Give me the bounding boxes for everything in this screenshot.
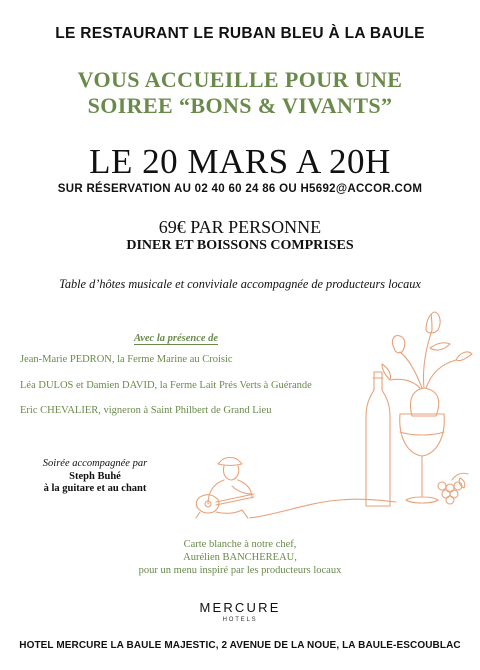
welcome-line-1: VOUS ACCUEILLE POUR UNE xyxy=(77,67,403,92)
welcome-heading xyxy=(0,67,480,119)
producers-heading: Avec la présence de xyxy=(134,333,219,344)
music-intro: Soirée accompagnée par xyxy=(42,458,148,469)
chef-name: Aurélien BANCHEREAU, xyxy=(183,552,297,563)
mercure-logo-sub: HOTELS xyxy=(222,617,258,623)
musician-name: Steph Buhé xyxy=(69,470,121,482)
guitar-player-icon xyxy=(190,452,400,522)
price-details: DINER ET BOISSONS COMPRISES xyxy=(126,238,354,253)
event-date: LE 20 MARS A 20H xyxy=(89,142,391,181)
chef-line-1: Carte blanche à notre chef, xyxy=(183,539,297,550)
musician-role: à la guitare et au chant xyxy=(43,483,147,494)
hotel-address: HOTEL MERCURE LA BAULE MAJESTIC, 2 AVENUE DE LA NOUE, LA BAULE-ESCOUBLAC xyxy=(19,640,461,651)
welcome-line-2: SOIREE “BONS & VIVANTS” xyxy=(87,93,393,118)
producer-item: Jean-Marie PEDRON, la Ferme Marine au Croisic xyxy=(20,354,233,365)
price-per-person: 69€ PAR PERSONNE xyxy=(158,217,322,237)
reservation-info: SUR RÉSERVATION AU 02 40 60 24 86 OU H5692@ACCOR.COM xyxy=(57,183,423,195)
event-tagline: Table d’hôtes musicale et conviviale accompagnée de producteurs locaux xyxy=(59,277,421,291)
producer-item: Léa DULOS et Damien DAVID, la Ferme Lait Prés Verts à Guérande xyxy=(20,380,312,391)
restaurant-title: LE RESTAURANT LE RUBAN BLEU À LA BAULE xyxy=(55,25,425,42)
mercure-logo: MERCURE xyxy=(199,600,281,615)
music-info xyxy=(20,458,170,496)
chef-line-3: pour un menu inspiré par les producteurs locaux xyxy=(138,565,342,576)
producer-item: Eric CHEVALIER, vigneron à Saint Philbert de Grand Lieu xyxy=(20,405,272,416)
chef-info xyxy=(0,538,480,577)
